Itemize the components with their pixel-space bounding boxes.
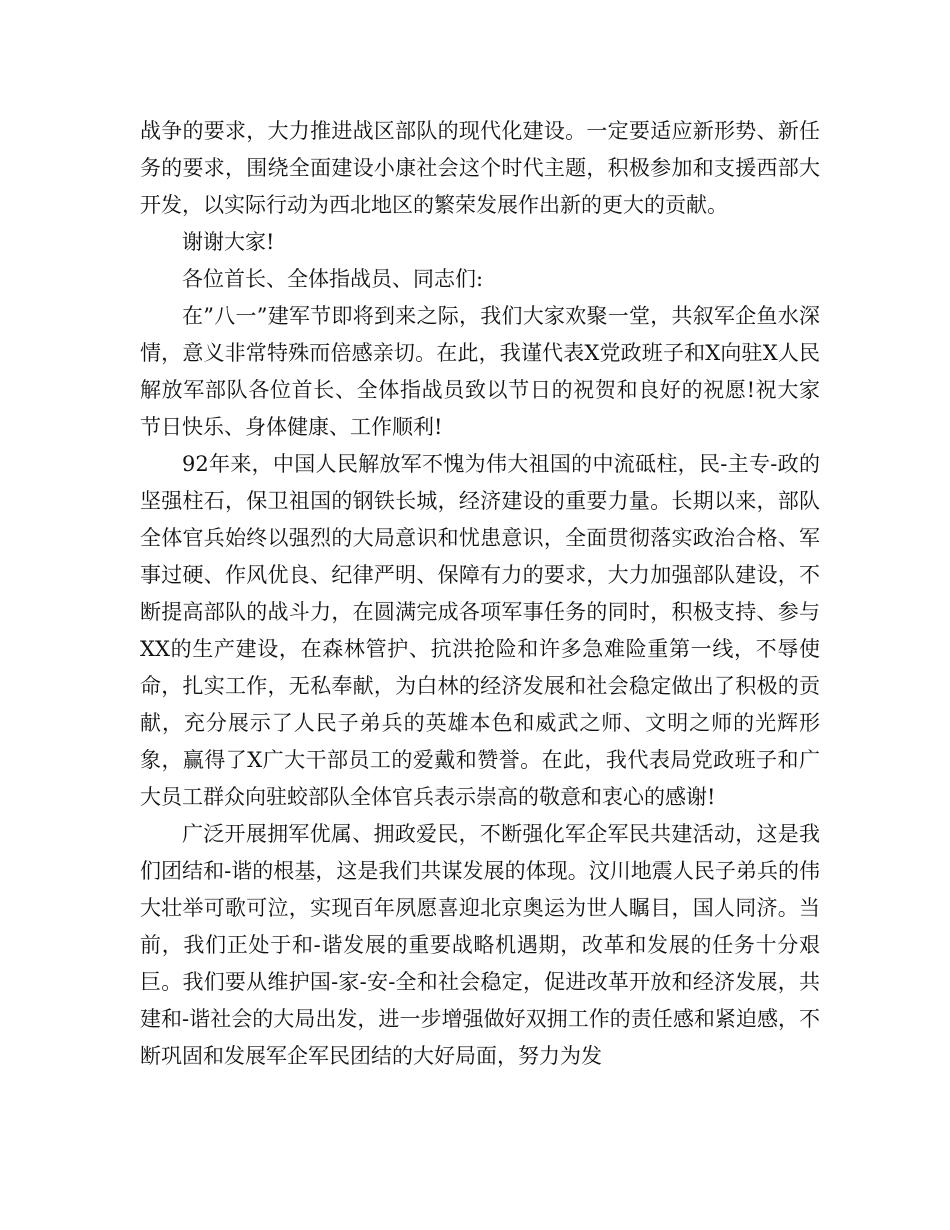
- paragraph-thanks: 谢谢大家!: [182, 230, 275, 254]
- paragraph-army-history: 92年来，中国人民解放军不愧为伟大祖国的中流砥柱，民-主专-政的坚强柱石，保卫祖国的钢铁长城，经济建设的重要力量。长期以来，部队全体官兵始终以强烈的大局意识和忧患意识，全面贯彻落实政治合格、军事过硬、作风优良、纪律严明、保障有力的要求，大力加强部队建设，不断提高部队的战斗力，在圆满完成各项军事任务的同时，积极支持、参与XX的生产建设，在森林管护、抗洪抢险和许多急难险重第一线，不辱使命，扎实工作，无私奉献，为白林的经济发展和社会稳定做出了积极的贡献，充分展示了人民子弟兵的英雄本色和威武之师、文明之师的光辉形象，赢得了X广大干部员工的爱戴和赞誉。在此，我代表局党政班子和广大员工群众向驻蛟部队全体官兵表示崇高的敬意和衷心的感谢!: [140, 452, 820, 809]
- document-body: [140, 113, 820, 1075]
- paragraph-continuation: 战争的要求，大力推进战区部队的现代化建设。一定要适应新形势、新任务的要求，围绕全面建设小康社会这个时代主题，积极参加和支援西部大开发，以实际行动为西北地区的繁荣发展作出新的更大的贡献。: [140, 119, 820, 217]
- paragraph-greeting: 在”八一”建军节即将到来之际，我们大家欢聚一堂，共叙军企鱼水深情，意义非常特殊而倍感亲切。在此，我谨代表X党政班子和X向驻X人民解放军部队各位首长、全体指战员致以节日的祝贺和良好的祝愿!祝大家节日快乐、身体健康、工作顺利!: [140, 304, 820, 439]
- paragraph-salutation: 各位首长、全体指战员、同志们:: [182, 267, 484, 291]
- paragraph-joint-construction: 广泛开展拥军优属、拥政爱民，不断强化军企军民共建活动，这是我们团结和-谐的根基，这是我们共谋发展的体现。汶川地震人民子弟兵的伟大壮举可歌可泣，实现百年夙愿喜迎北京奥运为世人瞩目，国人同济。当前，我们正处于和-谐发展的重要战略机遇期，改革和发展的任务十分艰巨。我们要从维护国-家-安-全和社会稳定，促进改革开放和经济发展，共建和-谐社会的大局出发，进一步增强做好双拥工作的责任感和紧迫感，不断巩固和发展军企军民团结的大好局面，努力为发: [140, 822, 820, 1068]
